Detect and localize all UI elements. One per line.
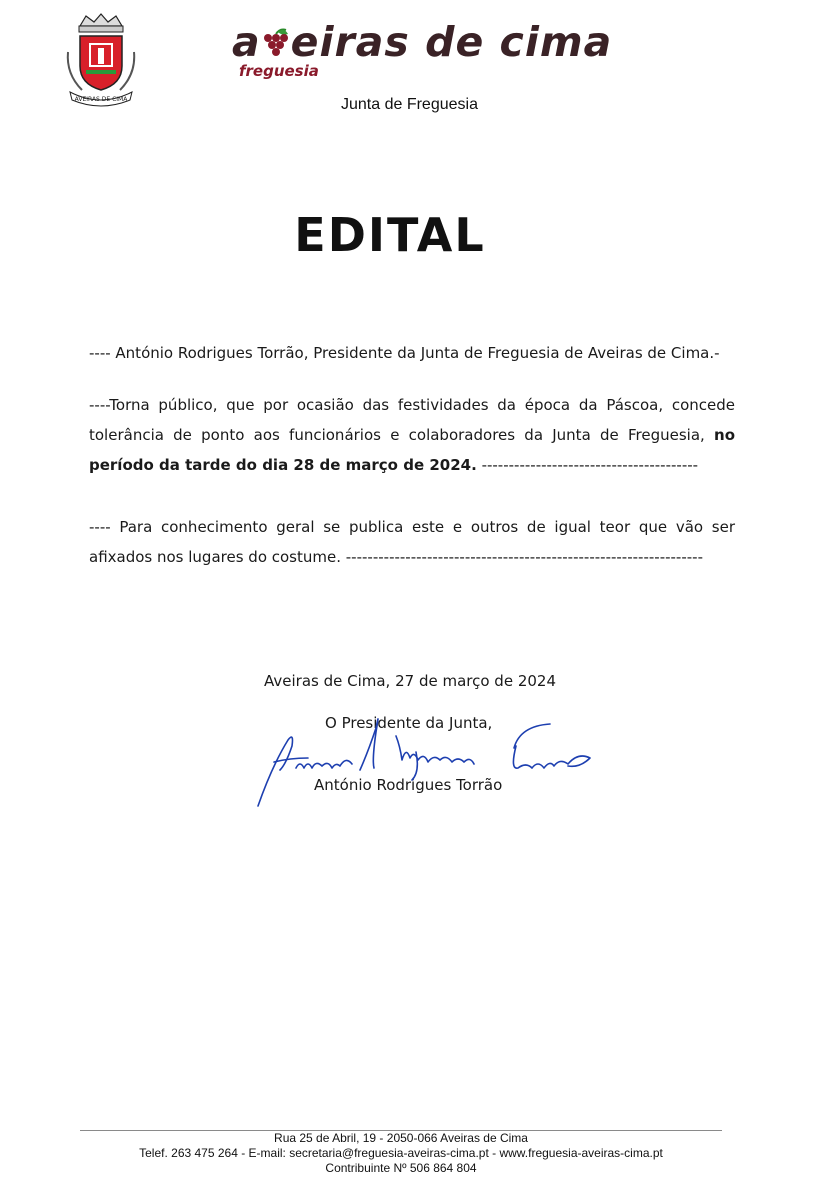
paragraph-2-bold: no período da tarde do dia 28 de março de 2024. bbox=[89, 426, 735, 474]
handwritten-signature bbox=[250, 706, 595, 816]
logo-text-first: a bbox=[232, 18, 261, 66]
footer-tax-id: Contribuinte Nº 506 864 804 bbox=[325, 1161, 477, 1175]
signatory-name: António Rodrigues Torrão bbox=[314, 776, 503, 794]
footer-address: Rua 25 de Abril, 19 - 2050-066 Aveiras de Cima bbox=[274, 1131, 528, 1145]
paragraph-1: ---- António Rodrigues Torrão, Presidente da Junta de Freguesia de Aveiras de Cima.- bbox=[89, 344, 720, 362]
logo-text-rest: eiras de cima bbox=[290, 18, 613, 66]
paragraph-2 bbox=[89, 390, 735, 480]
paragraph-2-text: ----Torna público, que por ocasião das festividades da época da Páscoa, concede tolerância de ponto aos funcionários e colaboradores da Junta de Freguesia, bbox=[89, 396, 735, 444]
parish-logo bbox=[232, 18, 613, 66]
paragraph-2-tail: ---------------------------------------- bbox=[476, 456, 699, 474]
organization-name: Junta de Freguesia bbox=[341, 96, 478, 113]
svg-text:AVEIRAS DE CIMA: AVEIRAS DE CIMA bbox=[74, 96, 128, 103]
logo-subtitle: freguesia bbox=[239, 62, 319, 80]
signatory-role: O Presidente da Junta, bbox=[325, 714, 493, 732]
footer-contacts: Telef. 263 475 264 - E-mail: secretaria@freguesia-aveiras-cima.pt - www.freguesia-aveiras-cima.pt bbox=[139, 1146, 663, 1160]
parish-crest-icon bbox=[60, 12, 142, 108]
place-and-date: Aveiras de Cima, 27 de março de 2024 bbox=[264, 672, 556, 690]
document-title: EDITAL bbox=[294, 208, 486, 262]
paragraph-3: ---- Para conhecimento geral se publica este e outros de igual teor que vão ser afixados nos lugares do costume. ------------------------------------------------------------------ bbox=[89, 518, 735, 566]
grape-icon bbox=[262, 28, 290, 58]
